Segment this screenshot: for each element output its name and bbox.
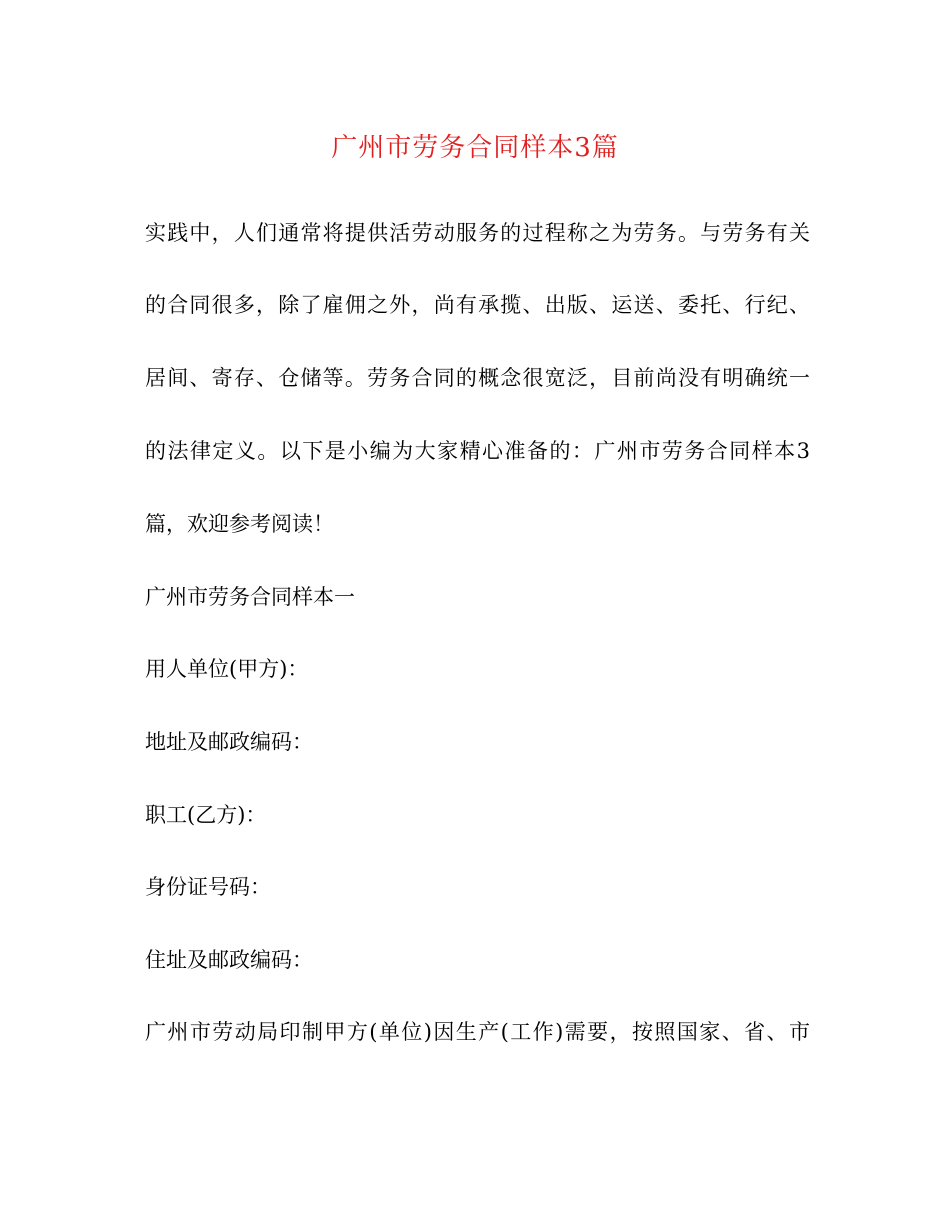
intro-line-5: 篇，欢迎参考阅读！ — [145, 512, 334, 536]
field-id-number: 身份证号码： — [145, 875, 271, 899]
body-line: 广州市劳动局印制甲方(单位)因生产(工作)需要，按照国家、省、市 — [145, 1020, 810, 1044]
field-employee: 职工(乙方)： — [145, 803, 267, 827]
field-employee-address: 住址及邮政编码： — [145, 948, 313, 972]
intro-line-3: 居间、寄存、仓储等。劳务合同的概念很宽泛，目前尚没有明确统一 — [145, 366, 810, 390]
document-title: 广州市劳务合同样本3篇 — [331, 133, 619, 163]
intro-line-2: 的合同很多，除了雇佣之外，尚有承揽、出版、运送、委托、行纪、 — [145, 293, 810, 317]
field-employer-address: 地址及邮政编码： — [145, 730, 313, 754]
intro-line-1: 实践中，人们通常将提供活劳动服务的过程称之为劳务。与劳务有关 — [145, 221, 810, 245]
section-heading: 广州市劳务合同样本一 — [145, 585, 355, 609]
intro-line-4: 的法律定义。以下是小编为大家精心准备的：广州市劳务合同样本3 — [145, 439, 810, 463]
field-employer: 用人单位(甲方)： — [145, 657, 309, 681]
